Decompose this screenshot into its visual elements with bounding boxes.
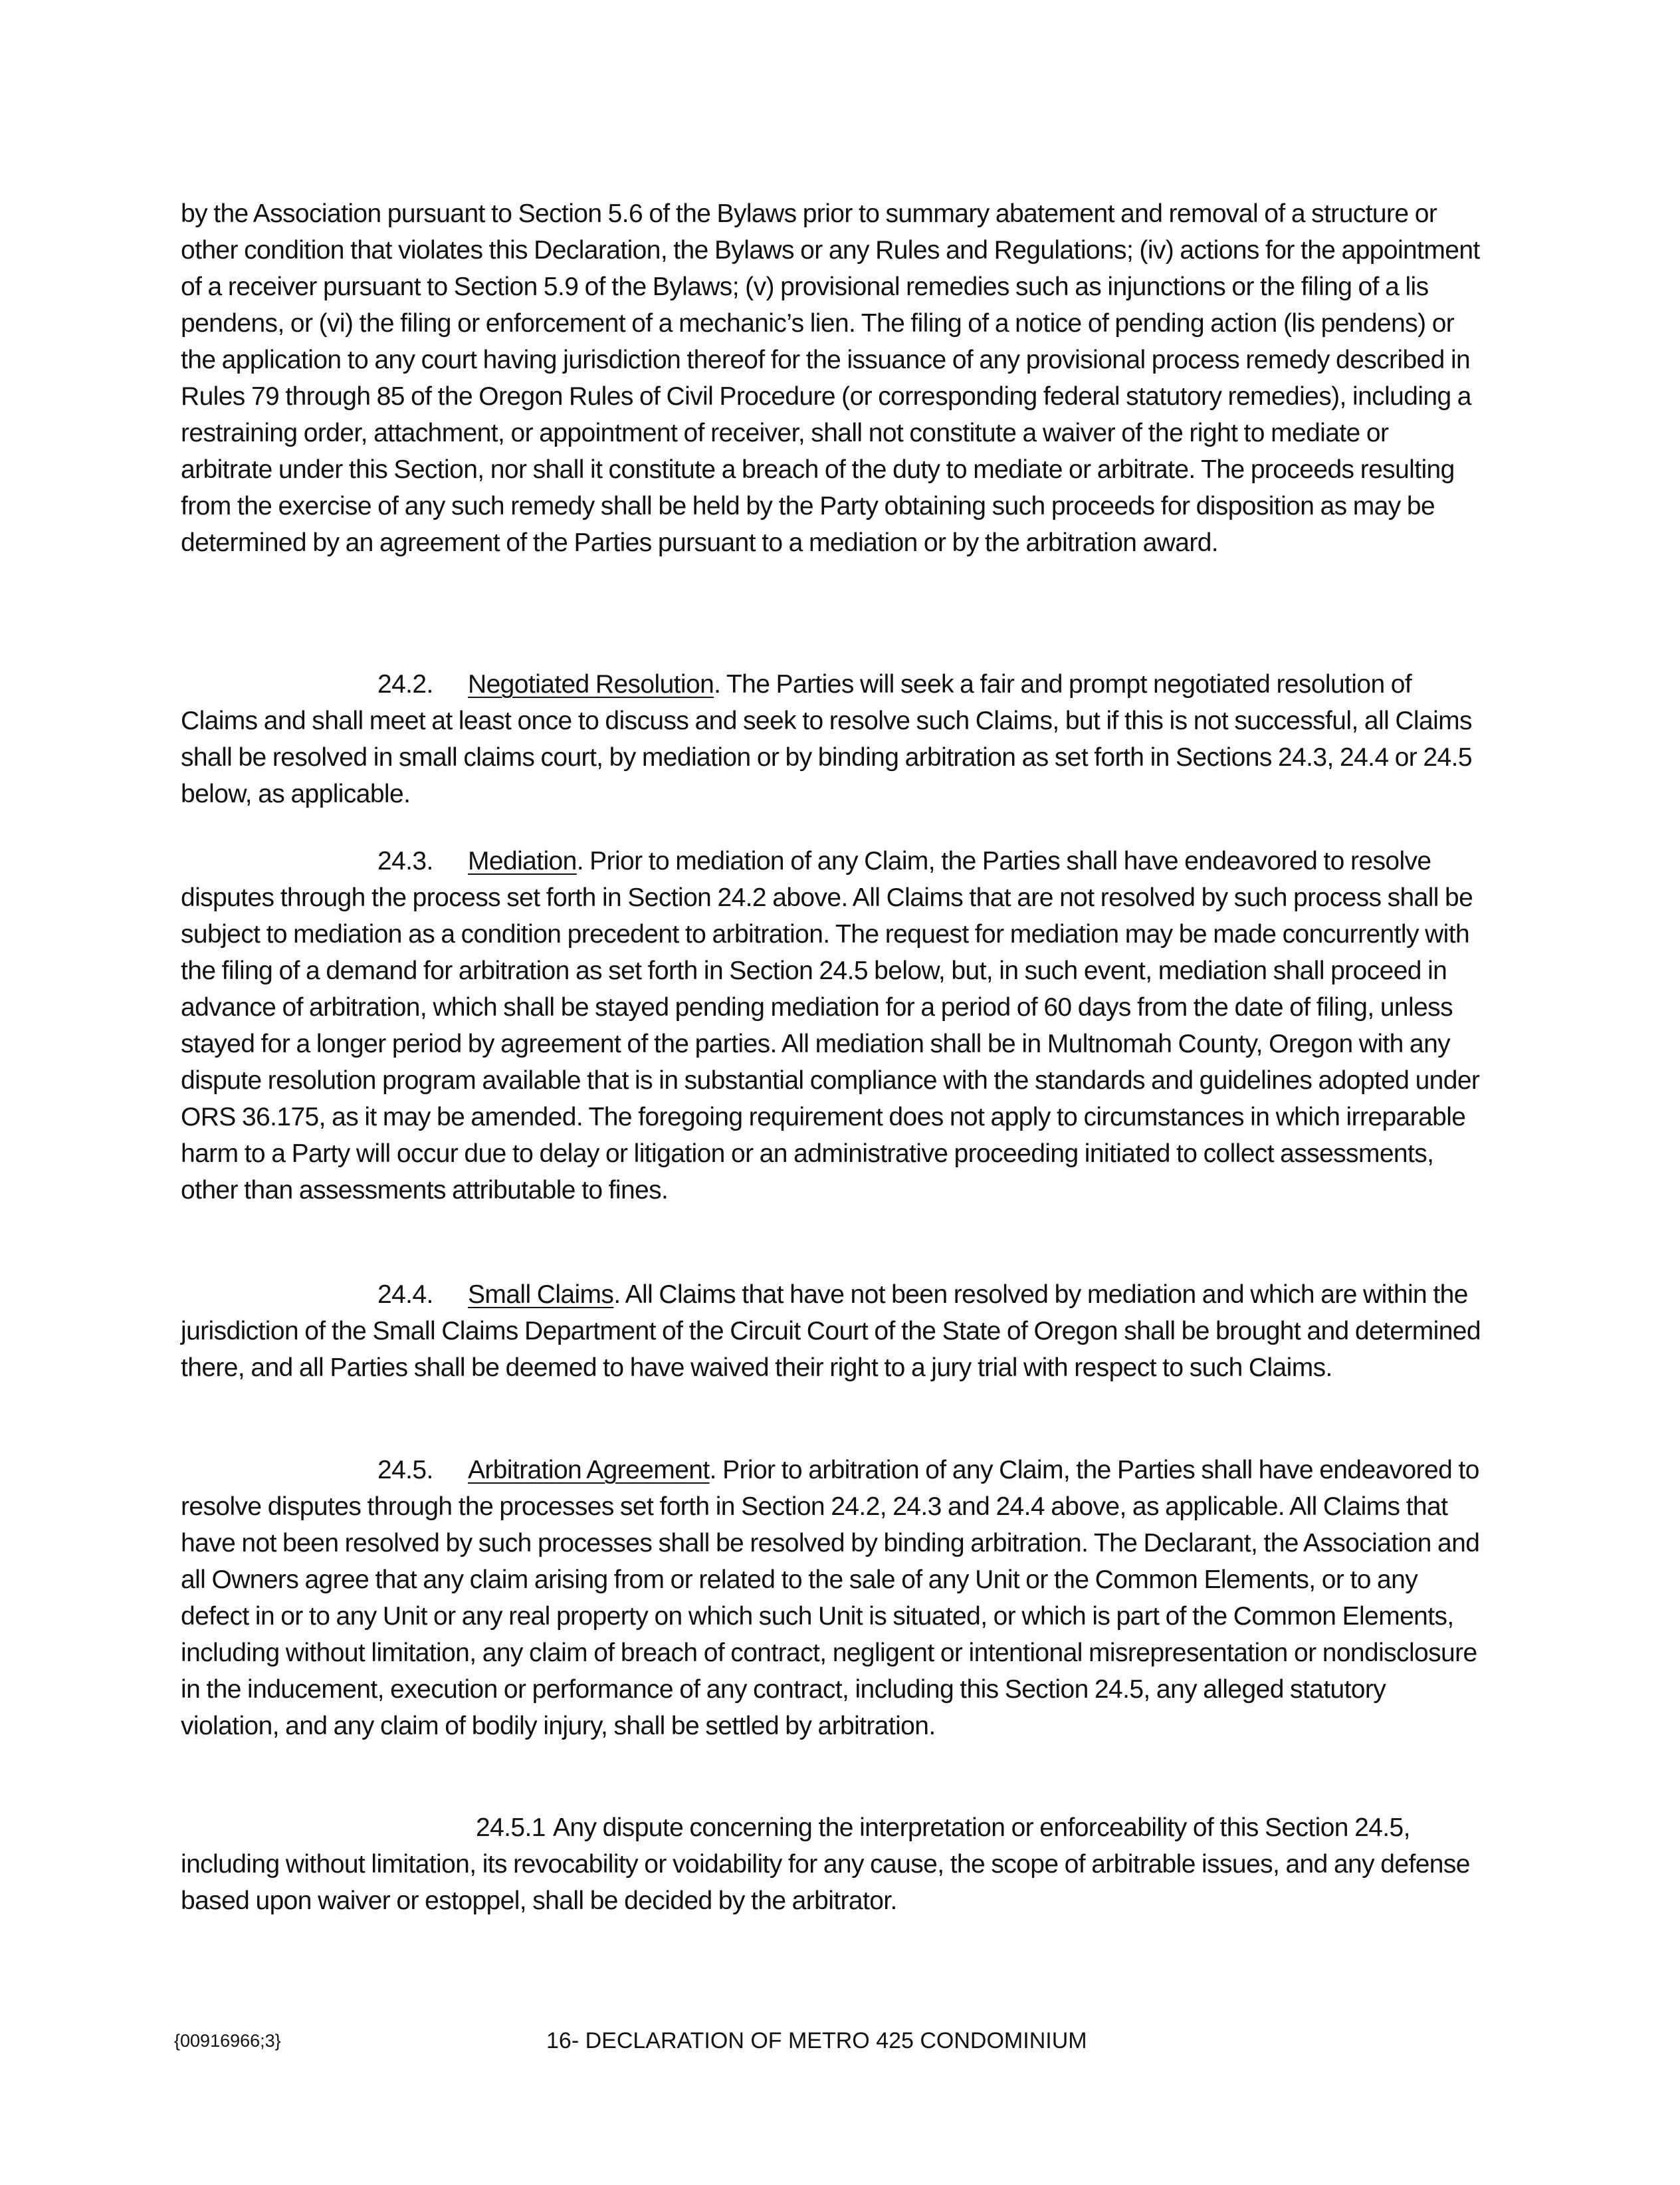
footer-doc-id: {00916966;3} — [174, 2031, 281, 2051]
section-24-3 — [181, 843, 1483, 1208]
section-text: . The Parties will seek a fair and prompt negotiated resolution of Claims and shall meet at least once to discuss and seek to resolve such Claims, but if this is not successful, all Claims shall be resolved in small claims court, by mediation or by binding arbitration as set forth in Sections 24.3, 24.4 or 24.5 below, as applicable. — [181, 670, 1472, 808]
section-text: . Prior to mediation of any Claim, the Parties shall have endeavored to resolve disputes through the process set forth in Section 24.2 above. All Claims that are not resolved by such process shall be subject to mediation as a condition precedent to arbitration. The request for mediation may be made concurrently with the filing of a demand for arbitration as set forth in Section 24.5 below, but, in such event, mediation shall proceed in advance of arbitration, which shall be stayed pending mediation for a period of 60 days from the date of filing, unless stayed for a longer period by agreement of the parties. All mediation shall be in Multnomah County, Oregon with any dispute resolution program available that is in substantial compliance with the standards and guidelines adopted under ORS 36.175, as it may be amended. The foregoing requirement does not apply to circumstances in which irreparable harm to a Party will occur due to delay or litigation or an administrative proceeding initiated to collect assessments, other than assessments attributable to fines. — [181, 847, 1480, 1205]
section-24-2 — [181, 666, 1483, 812]
section-24-4-block — [181, 1276, 1483, 1386]
section-text: . All Claims that have not been resolved by mediation and which are within the jurisdiction of the Small Claims Department of the Circuit Court of the State of Oregon shall be brought and determined there, and all Parties shall be deemed to have waived their right to a jury trial with respect to such Claims. — [181, 1280, 1481, 1382]
section-heading: Negotiated Resolution — [468, 670, 714, 699]
paragraph-continued: by the Association pursuant to Section 5.6 of the Bylaws prior to summary abatement and removal of a structure or other condition that violates this Declaration, the Bylaws or any Rules and Regulations; (iv) actions for the appointment of a receiver pursuant to Section 5.9 of the Bylaws; (v) provisional remedies such as injunctions or the filing of a lis pendens, or (vi) the filing or enforcement of a mechanic’s lien. The filing of a notice of pending action (lis pendens) or the application to any court having jurisdiction thereof for the issuance of any provisional process remedy described in Rules 79 through 85 of the Oregon Rules of Civil Procedure (or corresponding federal statutory remedies), including a restraining order, attachment, or appointment of receiver, shall not constitute a waiver of the right to mediate or arbitrate under this Section, nor shall it constitute a breach of the duty to mediate or arbitrate. The proceeds resulting from the exercise of any such remedy shall be held by the Party obtaining such proceeds for disposition as may be determined by an agreement of the Parties pursuant to a mediation or by the arbitration award. — [181, 199, 1480, 557]
section-24-4 — [181, 1276, 1483, 1386]
section-24-5-1-block — [181, 1809, 1483, 1919]
section-heading: Arbitration Agreement — [468, 1456, 710, 1484]
section-number: 24.2. — [377, 670, 433, 699]
subsection-number: 24.5.1 — [476, 1813, 546, 1842]
footer-page-title: 16- DECLARATION OF METRO 425 CONDOMINIUM — [546, 2028, 1087, 2053]
section-24-5 — [181, 1452, 1483, 1744]
section-heading: Mediation — [468, 847, 577, 875]
section-number: 24.4. — [377, 1280, 433, 1309]
section-24-3-block — [181, 843, 1483, 1208]
section-24-5-block — [181, 1452, 1483, 1744]
paragraph-continued-block — [181, 195, 1483, 561]
section-heading: Small Claims — [468, 1280, 614, 1309]
section-number: 24.5. — [377, 1456, 433, 1484]
section-24-2-block — [181, 666, 1483, 812]
section-text: . Prior to arbitration of any Claim, the Parties shall have endeavored to resolve disputes through the processes set forth in Section 24.2, 24.3 and 24.4 above, as applicable. All Claims that have not been resolved by such processes shall be resolved by binding arbitration. The Declarant, the Association and all Owners agree that any claim arising from or related to the sale of any Unit or the Common Elements, or to any defect in or to any Unit or any real property on which such Unit is situated, or which is part of the Common Elements, including without limitation, any claim of breach of contract, negligent or intentional misrepresentation or nondisclosure in the inducement, execution or performance of any contract, including this Section 24.5, any alleged statutory violation, and any claim of bodily injury, shall be settled by arbitration. — [181, 1456, 1480, 1740]
subsection-text: Any dispute concerning the interpretation or enforceability of this Section 24.5, including without limitation, its revocability or voidability for any cause, the scope of arbitrable issues, and any defense based upon waiver or estoppel, shall be decided by the arbitrator. — [181, 1813, 1470, 1915]
section-number: 24.3. — [377, 847, 433, 875]
section-24-5-1 — [181, 1809, 1483, 1919]
